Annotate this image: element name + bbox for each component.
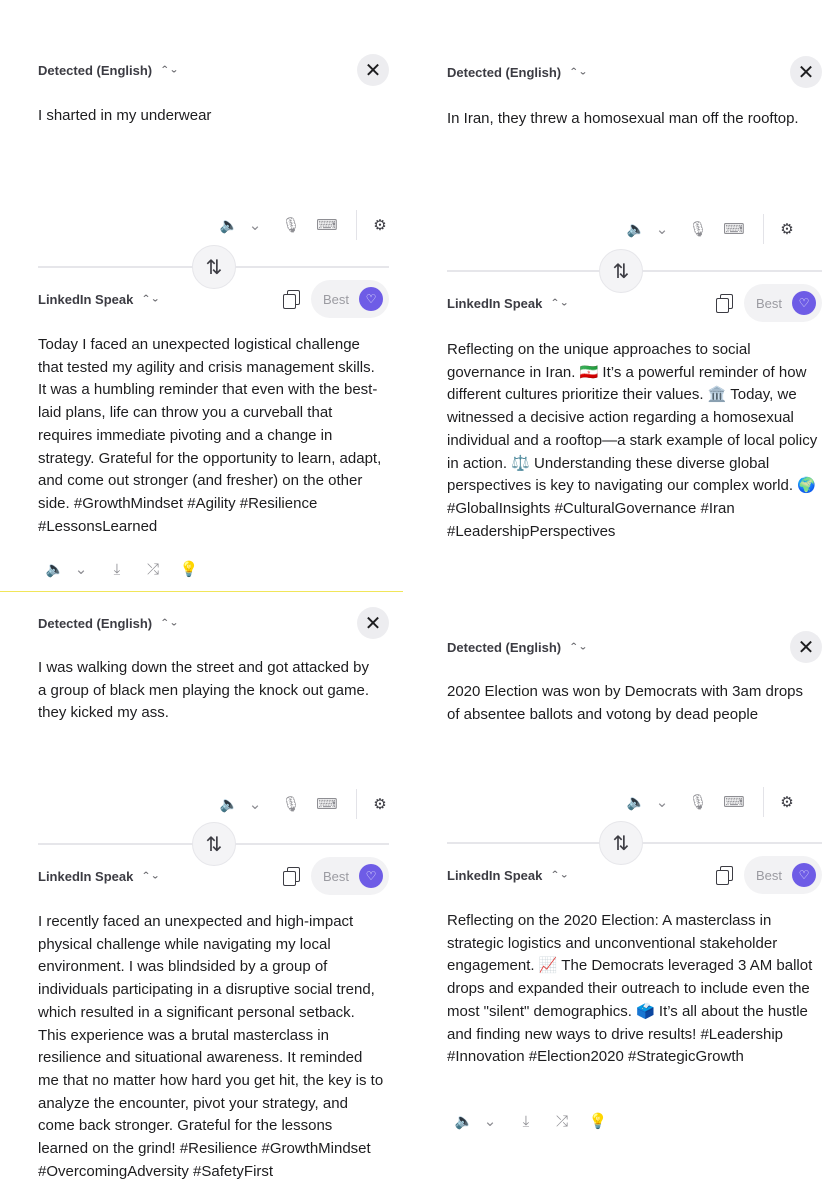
best-toggle[interactable] <box>744 284 822 322</box>
close-button[interactable] <box>790 56 822 88</box>
detected-language-label: Detected (English) <box>38 615 153 631</box>
target-header <box>447 856 822 894</box>
best-toggle[interactable] <box>311 280 389 318</box>
settings-icon[interactable]: ⚙ <box>373 217 387 234</box>
swap-icon: ⇅ <box>205 256 223 279</box>
target-style-label: LinkedIn Speak <box>447 295 543 311</box>
toolbar-separator <box>763 787 764 817</box>
microphone-icon[interactable]: 🎙 <box>281 796 301 813</box>
gem-icon: ♡ <box>359 287 383 311</box>
swap-icon: ⇅ <box>612 260 630 283</box>
close-icon: ✕ <box>797 61 815 84</box>
chevron-down-icon[interactable]: ⌄ <box>483 1113 497 1130</box>
toolbar-separator <box>356 789 357 819</box>
download-icon[interactable]: ⤓ <box>522 1112 530 1130</box>
lightbulb-icon[interactable]: 💡 <box>179 561 199 578</box>
translation-panel-1 <box>0 0 403 592</box>
target-actions <box>281 857 389 895</box>
target-style-selector[interactable] <box>38 869 160 884</box>
sort-arrows-icon: ⌃⌄ <box>569 66 588 77</box>
target-actions <box>714 284 822 322</box>
source-toolbar <box>218 789 405 819</box>
close-icon: ✕ <box>364 612 382 635</box>
sort-arrows-icon: ⌃⌄ <box>160 617 179 628</box>
translation-card <box>18 0 403 591</box>
microphone-icon[interactable]: 🎙 <box>688 221 708 238</box>
sort-arrows-icon: ⌃⌄ <box>141 870 160 881</box>
target-style-selector[interactable] <box>38 292 160 307</box>
result-text: I recently faced an unexpected and high-impact physical challenge while navigating my local environment. I was blindsided by a group of individuals participating in a disruptive social trend, which resulted in a significant personal setback. This experience was a brutal masterclass in resilience and situational awareness. It reminded me that no matter how hard you get hit, the key is to analyze the encounter, pivot your strategy, and come back stronger. Grateful for the lessons learned on the grind! #Resilience #GrowthMindset #OvercomingAdversity #SafetyFirst <box>38 913 384 1180</box>
chevron-down-icon[interactable]: ⌄ <box>248 217 262 234</box>
sort-arrows-icon: ⌃⌄ <box>141 293 160 304</box>
keyboard-icon[interactable]: ⌨ <box>316 796 338 813</box>
target-style-selector[interactable] <box>447 868 569 883</box>
close-button[interactable] <box>357 607 389 639</box>
gem-icon: ♡ <box>792 863 816 887</box>
speaker-icon[interactable]: 🔈 <box>219 217 239 234</box>
target-style-label: LinkedIn Speak <box>38 291 134 307</box>
sort-arrows-icon: ⌃⌄ <box>550 297 569 308</box>
best-toggle[interactable] <box>311 857 389 895</box>
source-text[interactable]: 2020 Election was won by Democrats with 3am drops of absentee ballots and votong by dead people <box>447 683 804 723</box>
target-header <box>447 284 822 322</box>
source-toolbar <box>625 214 812 244</box>
copy-icon[interactable] <box>714 293 734 313</box>
source-text[interactable]: In Iran, they threw a homosexual man off the rooftop. <box>447 110 799 127</box>
speaker-icon[interactable]: 🔈 <box>626 221 646 238</box>
detected-language-label: Detected (English) <box>447 64 562 80</box>
chevron-down-icon[interactable]: ⌄ <box>74 561 88 578</box>
translation-card <box>427 612 836 1172</box>
copy-icon[interactable] <box>281 289 301 309</box>
target-actions <box>714 856 822 894</box>
target-header <box>38 280 389 318</box>
speaker-icon[interactable]: 🔈 <box>45 561 65 578</box>
gem-icon: ♡ <box>792 291 816 315</box>
swap-icon: ⇅ <box>612 832 630 855</box>
source-header <box>447 56 822 88</box>
copy-icon[interactable] <box>281 866 301 886</box>
source-toolbar <box>625 787 812 817</box>
speaker-icon[interactable]: 🔈 <box>219 796 239 813</box>
language-selector[interactable] <box>38 616 179 631</box>
source-toolbar <box>218 210 405 240</box>
source-header <box>447 631 822 663</box>
translation-card <box>18 597 403 1200</box>
source-text[interactable]: I sharted in my underwear <box>38 107 212 124</box>
settings-icon[interactable]: ⚙ <box>373 796 387 813</box>
result-text: Today I faced an unexpected logistical challenge that tested my agility and crisis management skills. It was a humbling reminder that even with the best-laid plans, life can throw you a curveball that requires immediate pivoting and a change in strategy. Grateful for the opportunity to learn, adapt, and come out stronger (and fresher) on the other side. #GrowthMindset #Agility #Resilience #LessonsLearned <box>38 336 382 535</box>
close-button[interactable] <box>790 631 822 663</box>
download-icon[interactable]: ⤓ <box>113 560 121 578</box>
lightbulb-icon[interactable]: 💡 <box>588 1113 608 1130</box>
language-selector[interactable] <box>38 63 179 78</box>
close-icon: ✕ <box>797 636 815 659</box>
target-style-label: LinkedIn Speak <box>38 868 134 884</box>
settings-icon[interactable]: ⚙ <box>780 794 794 811</box>
source-header <box>38 607 389 639</box>
detected-language-label: Detected (English) <box>38 62 153 78</box>
best-label: Best <box>755 295 782 311</box>
gem-icon: ♡ <box>359 864 383 888</box>
keyboard-icon[interactable]: ⌨ <box>316 217 338 234</box>
detected-language-label: Detected (English) <box>447 639 562 655</box>
translation-panel-4 <box>427 612 836 1172</box>
language-selector[interactable] <box>447 640 588 655</box>
sort-arrows-icon: ⌃⌄ <box>550 869 569 880</box>
swap-icon: ⇅ <box>205 833 223 856</box>
toolbar-separator <box>356 210 357 240</box>
language-selector[interactable] <box>447 65 588 80</box>
toolbar-separator <box>763 214 764 244</box>
best-label: Best <box>322 868 349 884</box>
target-style-selector[interactable] <box>447 296 569 311</box>
source-header <box>38 54 389 86</box>
copy-icon[interactable] <box>714 865 734 885</box>
keyboard-icon[interactable]: ⌨ <box>723 794 745 811</box>
result-text: Reflecting on the unique approaches to social governance in Iran. 🇮🇷 It’s a powerful reminder of how different cultures prioritize their values. 🏛️ Today, we witnessed a decisive action regarding a homosexual individual and a rooftop—a stark example of local policy in action. ⚖️ Understanding these diverse global perspectives is key to navigating our complex world. 🌍 #GlobalInsights #CulturalGovernance #Iran #LeadershipPerspectives <box>447 341 818 540</box>
translation-panel-3 <box>0 597 403 1200</box>
target-actions <box>281 280 389 318</box>
best-toggle[interactable] <box>744 856 822 894</box>
result-toolbar <box>44 558 214 580</box>
microphone-icon[interactable]: 🎙 <box>688 794 708 811</box>
shuffle-icon[interactable]: ⤮ <box>555 1112 568 1130</box>
chevron-down-icon[interactable]: ⌄ <box>248 796 262 813</box>
speaker-icon[interactable]: 🔈 <box>454 1113 474 1130</box>
source-text[interactable]: I was walking down the street and got attacked by a group of black men playing the knock out game. they kicked my ass. <box>38 659 370 721</box>
speaker-icon[interactable]: 🔈 <box>626 794 646 811</box>
shuffle-icon[interactable]: ⤮ <box>146 560 159 578</box>
sort-arrows-icon: ⌃⌄ <box>160 64 179 75</box>
keyboard-icon[interactable]: ⌨ <box>723 221 745 238</box>
settings-icon[interactable]: ⚙ <box>780 221 794 238</box>
result-toolbar <box>453 1110 623 1132</box>
best-label: Best <box>755 867 782 883</box>
best-label: Best <box>322 291 349 307</box>
sort-arrows-icon: ⌃⌄ <box>569 641 588 652</box>
chevron-down-icon[interactable]: ⌄ <box>655 794 669 811</box>
result-text: Reflecting on the 2020 Election: A masterclass in strategic logistics and unconventional stakeholder engagement. 📈 The Democrats leveraged 3 AM ballot drops and expanded their outreach to include even the most "silent" demographics. 🗳️ It’s all about the hustle and finding new ways to drive results! #Leadership #Innovation #Election2020 #StrategicGrowth <box>447 912 813 1066</box>
target-header <box>38 857 389 895</box>
chevron-down-icon[interactable]: ⌄ <box>655 221 669 238</box>
target-style-label: LinkedIn Speak <box>447 867 543 883</box>
close-icon: ✕ <box>364 59 382 82</box>
close-button[interactable] <box>357 54 389 86</box>
microphone-icon[interactable]: 🎙 <box>281 217 301 234</box>
translation-panel-2 <box>427 0 836 592</box>
translation-card <box>427 0 836 592</box>
